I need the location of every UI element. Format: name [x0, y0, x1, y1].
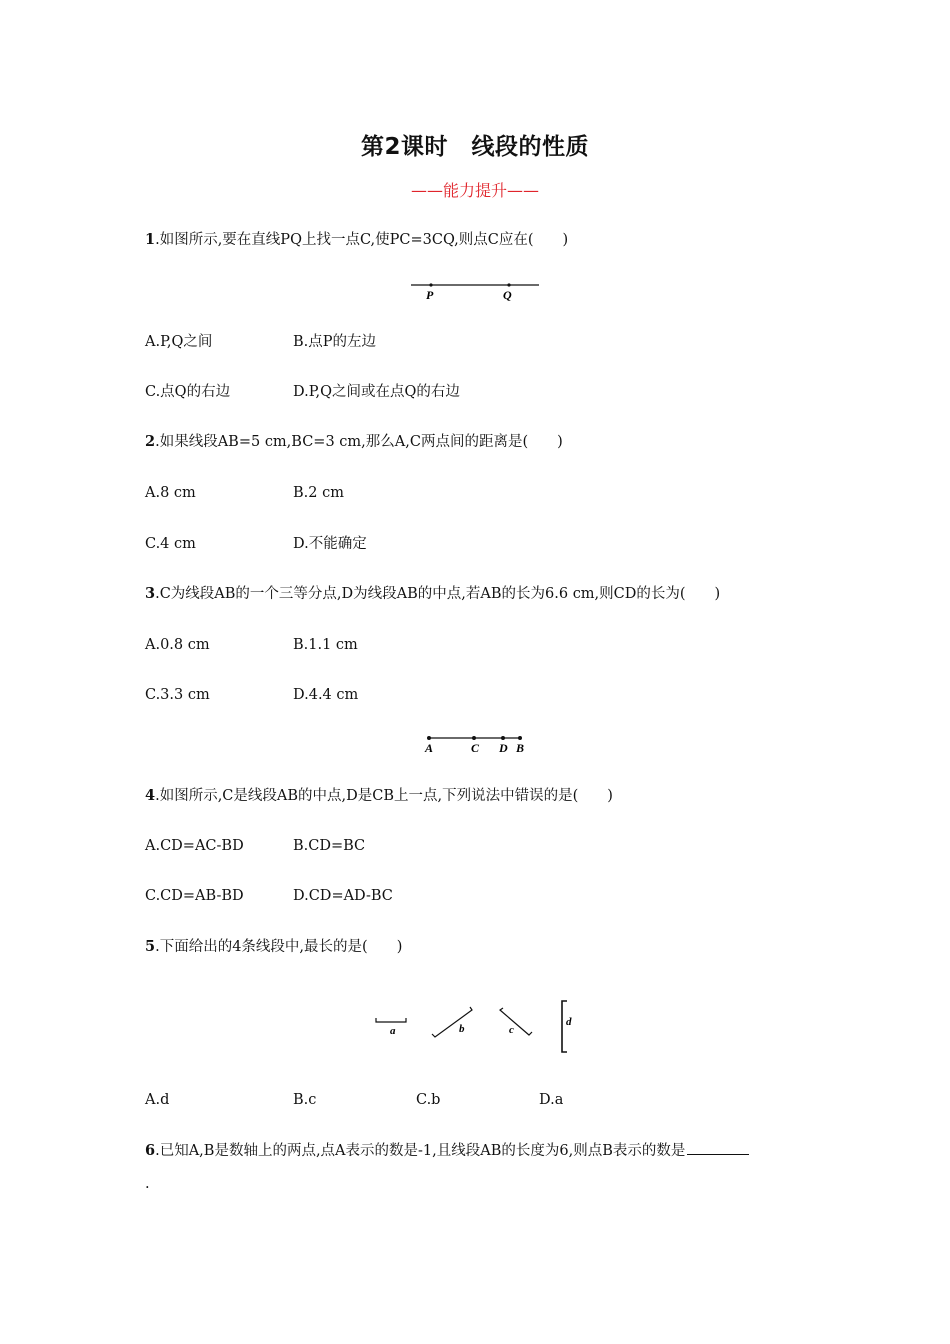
question-number: 3: [145, 585, 156, 602]
q3-option-d[interactable]: D.4.4 cm: [293, 687, 359, 703]
label-p: P: [426, 288, 434, 302]
question-stem: .如果线段AB=5 cm,BC=3 cm,那么A,C两点间的距离是( ): [155, 434, 563, 450]
q2-option-b[interactable]: B.2 cm: [293, 485, 344, 501]
q5-option-a[interactable]: A.d: [145, 1092, 170, 1108]
section-subtitle: ——能力提升——: [410, 181, 539, 200]
q4-option-b[interactable]: B.CD=BC: [293, 838, 366, 854]
question-stem: .如图所示,要在直线PQ上找一点C,使PC=3CQ,则点C应在( ): [155, 232, 569, 248]
question-2: [145, 432, 563, 452]
question-stem: .下面给出的4条线段中,最长的是( ): [155, 939, 403, 955]
label-c: c: [509, 1024, 514, 1036]
question-3: [145, 584, 720, 604]
question-6-tail: .: [145, 1176, 150, 1192]
question-number: 2: [145, 433, 156, 450]
question-number: 6: [145, 1142, 156, 1159]
q5-option-c[interactable]: C.b: [416, 1092, 441, 1108]
label-b: b: [459, 1023, 465, 1035]
question-number: 1: [145, 231, 156, 248]
q2-option-d[interactable]: D.不能确定: [293, 536, 367, 552]
label-d: d: [566, 1016, 572, 1028]
segment-acdb-figure: [418, 730, 534, 758]
q1-option-c[interactable]: C.点Q的右边: [145, 384, 231, 400]
answer-blank[interactable]: [687, 1140, 749, 1155]
question-stem: .C为线段AB的一个三等分点,D为线段AB的中点,若AB的长为6.6 cm,则CD的长为( ): [155, 586, 721, 602]
label-d: D: [499, 741, 508, 755]
question-number: 5: [145, 938, 156, 955]
q1-option-b[interactable]: B.点P的左边: [293, 334, 377, 350]
question-number: 4: [145, 787, 156, 804]
q3-option-c[interactable]: C.3.3 cm: [145, 687, 210, 703]
question-5: [145, 937, 402, 957]
q1-option-a[interactable]: A.P,Q之间: [145, 334, 213, 350]
line-pq-figure: [405, 276, 545, 304]
q2-option-c[interactable]: C.4 cm: [145, 536, 196, 552]
q4-option-a[interactable]: A.CD=AC-BD: [145, 838, 244, 854]
q3-option-b[interactable]: B.1.1 cm: [293, 637, 358, 653]
question-1: [145, 230, 568, 250]
label-q: Q: [503, 288, 512, 302]
q4-option-d[interactable]: D.CD=AD-BC: [293, 888, 393, 904]
question-6: [145, 1140, 749, 1161]
q4-option-c[interactable]: C.CD=AB-BD: [145, 888, 244, 904]
label-b: B: [516, 741, 525, 755]
question-stem: .如图所示,C是线段AB的中点,D是CB上一点,下列说法中错误的是( ): [155, 788, 613, 804]
four-segments-figure: [370, 990, 585, 1056]
label-a: A: [425, 741, 434, 755]
page-title: 第2课时 线段的性质: [360, 134, 589, 160]
question-stem: .已知A,B是数轴上的两点,点A表示的数是-1,且线段AB的长度为6,则点B表示的数是: [155, 1143, 686, 1159]
label-a: a: [390, 1025, 396, 1037]
q3-option-a[interactable]: A.0.8 cm: [145, 637, 210, 653]
label-c: C: [471, 741, 480, 755]
q1-option-d[interactable]: D.P,Q之间或在点Q的右边: [293, 384, 460, 400]
q2-option-a[interactable]: A.8 cm: [145, 485, 196, 501]
question-4: [145, 786, 613, 806]
q5-option-b[interactable]: B.c: [293, 1092, 317, 1108]
q5-option-d[interactable]: D.a: [539, 1092, 564, 1108]
